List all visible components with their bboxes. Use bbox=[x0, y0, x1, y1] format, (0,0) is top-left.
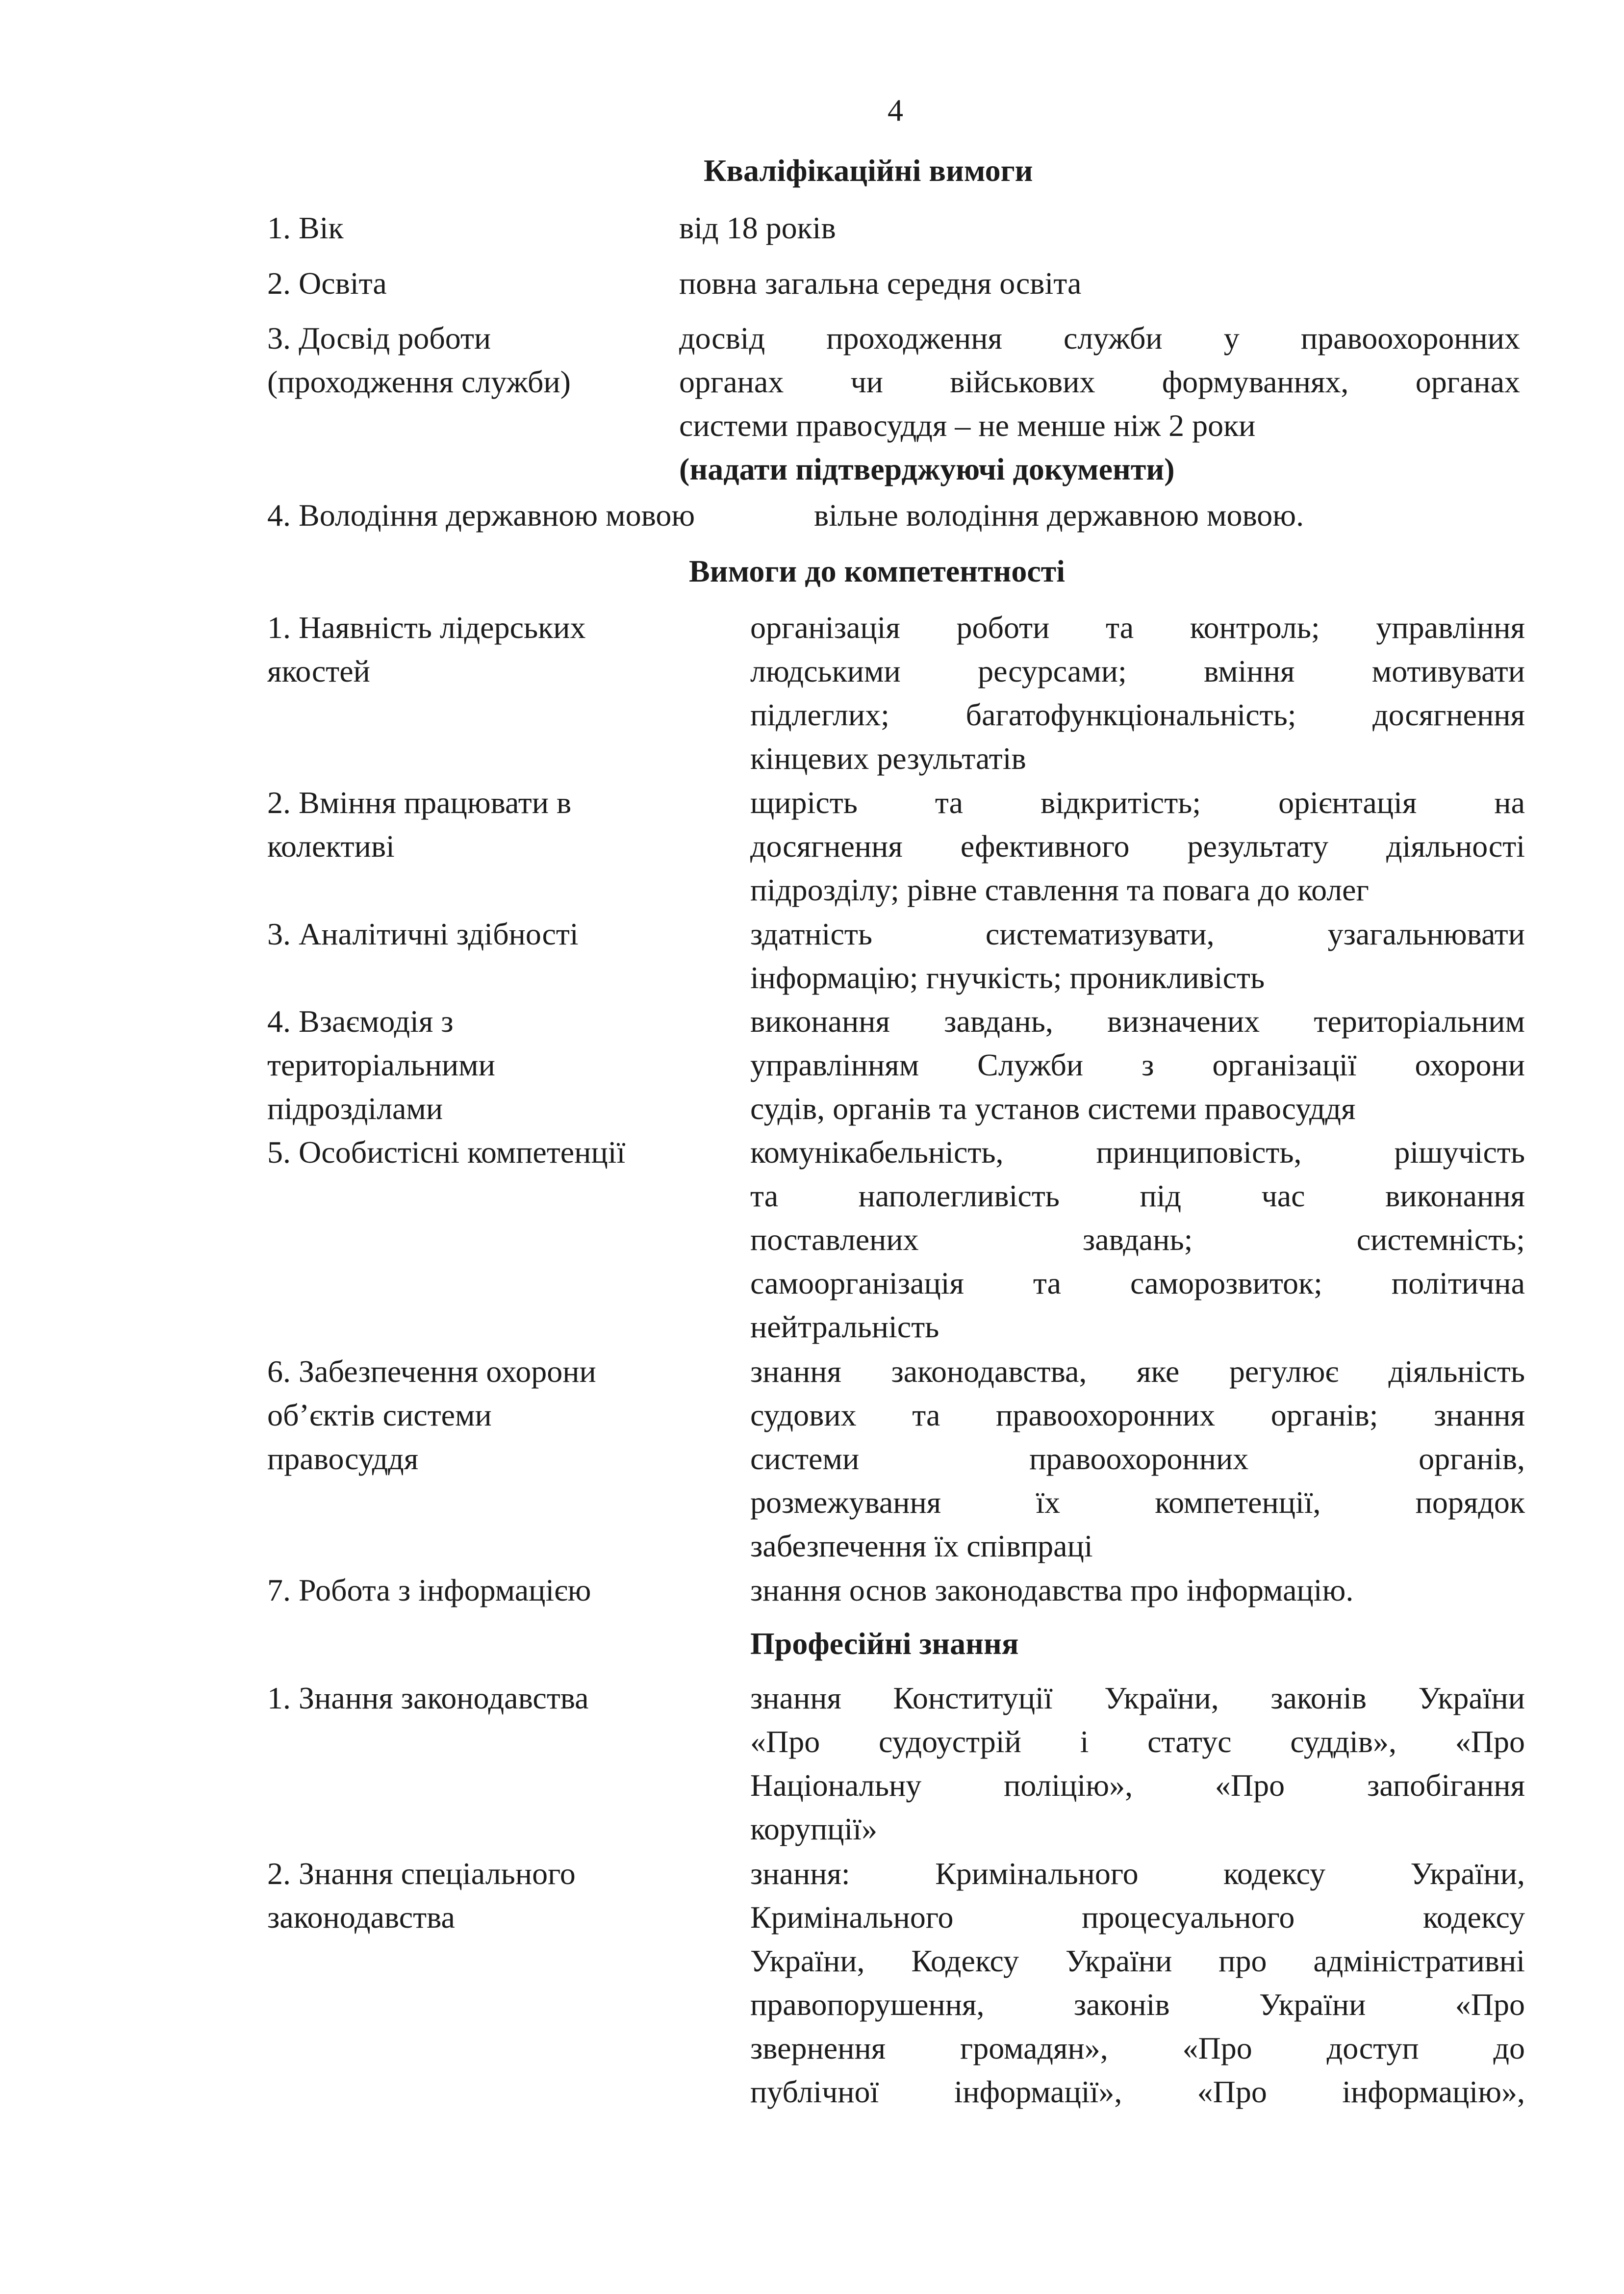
competence-item-6-line: забезпечення їх співпраці bbox=[750, 1529, 1093, 1563]
competence-item-1-line: людськими ресурсами; вміння мотивувати bbox=[750, 654, 1525, 688]
professional-item-1-label-line-1: 1. Знання законодавства bbox=[267, 1681, 589, 1715]
competence-item-1-label-line-2: якостей bbox=[267, 654, 370, 688]
competence-item-1-line: організація роботи та контроль; управління bbox=[750, 610, 1525, 645]
competence-item-5-value bbox=[750, 1130, 1525, 1349]
competence-item-6-label-line-2: об’єктів системи bbox=[267, 1398, 492, 1432]
competence-item-6-line: системи правоохоронних органів, bbox=[750, 1441, 1525, 1476]
competence-item-3-value bbox=[750, 912, 1525, 999]
professional-item-2-label-line-1: 2. Знання спеціального bbox=[267, 1856, 576, 1891]
competence-item-1-line: кінцевих результатів bbox=[750, 741, 1026, 776]
professional-item-2-line: звернення громадян», «Про доступ до bbox=[750, 2031, 1525, 2065]
competence-item-2-line: досягнення ефективного результату діяльності bbox=[750, 829, 1525, 864]
competence-item-5-line: поставлених завдань; системність; bbox=[750, 1222, 1525, 1257]
competence-item-6-line: знання законодавства, яке регулює діяльність bbox=[750, 1354, 1525, 1389]
language-value: вільне володіння державною мовою. bbox=[814, 498, 1304, 533]
competence-item-5-label-line-1: 5. Особистісні компетенції bbox=[267, 1135, 626, 1170]
professional-item-2-line: знання: Кримінального кодексу України, bbox=[750, 1856, 1525, 1891]
competence-item-3-line: інформацію; гнучкість; проникливість bbox=[750, 960, 1265, 995]
competence-item-3-line: здатність систематизувати, узагальнювати bbox=[750, 917, 1525, 951]
competence-item-6-line: судових та правоохоронних органів; знання bbox=[750, 1398, 1525, 1432]
competence-item-6-label-line-3: правосуддя bbox=[267, 1441, 419, 1476]
page-number: 4 bbox=[888, 93, 903, 127]
experience-label bbox=[267, 316, 571, 404]
competence-item-6-label-line-1: 6. Забезпечення охорони bbox=[267, 1354, 596, 1389]
qualification-heading: Кваліфікаційні вимоги bbox=[704, 153, 1033, 188]
competence-item-2-line: щирість та відкритість; орієнтація на bbox=[750, 785, 1525, 820]
competence-item-5-line: комунікабельність, принциповість, рішучість bbox=[750, 1135, 1525, 1170]
experience-note: (надати підтверджуючі документи) bbox=[679, 452, 1175, 486]
competence-item-4-line: управлінням Служби з організації охорони bbox=[750, 1047, 1525, 1082]
competence-item-5-line: самоорганізація та саморозвиток; політична bbox=[750, 1266, 1525, 1300]
professional-item-2-line: України, Кодексу України про адміністративні bbox=[750, 1943, 1525, 1978]
professional-item-1-label bbox=[267, 1676, 589, 1720]
competence-item-2-line: підрозділу; рівне ставлення та повага до колег bbox=[750, 872, 1369, 907]
age-label: 1. Вік bbox=[267, 210, 344, 245]
language-label: 4. Володіння державною мовою bbox=[267, 498, 695, 533]
professional-item-2-label-line-2: законодавства bbox=[267, 1900, 455, 1935]
competence-item-6-label bbox=[267, 1350, 596, 1480]
experience-label-line-1: 3. Досвід роботи bbox=[267, 321, 491, 356]
competence-item-6-line: розмежування їх компетенції, порядок bbox=[750, 1485, 1525, 1520]
competence-item-2-label bbox=[267, 781, 571, 868]
competence-item-1-label bbox=[267, 606, 586, 693]
experience-line-3: системи правосуддя – не менше ніж 2 роки bbox=[679, 408, 1256, 443]
competence-item-7-label bbox=[267, 1568, 591, 1612]
professional-item-1-line: Національну поліцію», «Про запобігання bbox=[750, 1768, 1525, 1803]
professional-item-2-label bbox=[267, 1852, 576, 1939]
professional-item-2-line: Кримінального процесуального кодексу bbox=[750, 1900, 1525, 1935]
education-value: повна загальна середня освіта bbox=[679, 266, 1082, 301]
professional-item-2-line: правопорушення, законів України «Про bbox=[750, 1987, 1525, 2022]
professional-item-1-value bbox=[750, 1676, 1525, 1851]
experience-label-line-2: (проходження служби) bbox=[267, 364, 571, 399]
competence-item-4-line: судів, органів та установ системи правосуддя bbox=[750, 1091, 1356, 1126]
professional-item-1-line: знання Конституції України, законів України bbox=[750, 1681, 1525, 1715]
competence-item-4-label-line-1: 4. Взаємодія з bbox=[267, 1004, 454, 1039]
professional-item-1-line: корупції» bbox=[750, 1811, 878, 1846]
competence-item-5-label bbox=[267, 1130, 625, 1174]
competence-item-5-line: нейтральність bbox=[750, 1309, 939, 1344]
professional-item-2-value bbox=[750, 1852, 1525, 2114]
age-value: від 18 років bbox=[679, 210, 836, 245]
education-label: 2. Освіта bbox=[267, 266, 387, 301]
competence-item-3-label-line-1: 3. Аналітичні здібності bbox=[267, 917, 579, 951]
competence-item-4-line: виконання завдань, визначених територіальним bbox=[750, 1004, 1525, 1039]
competence-item-4-value bbox=[750, 999, 1525, 1130]
competence-item-2-label-line-2: колективі bbox=[267, 829, 395, 864]
professional-item-1-line: «Про судоустрій і статус суддів», «Про bbox=[750, 1724, 1525, 1759]
competence-item-4-label-line-2: територіальними bbox=[267, 1047, 495, 1082]
experience-value bbox=[679, 316, 1520, 491]
competence-heading: Вимоги до компетентності bbox=[689, 554, 1065, 588]
competence-item-4-label bbox=[267, 999, 495, 1130]
competence-item-4-label-line-3: підрозділами bbox=[267, 1091, 443, 1126]
experience-line-1: досвід проходження служби у правоохоронних bbox=[679, 321, 1520, 356]
competence-item-1-line: підлеглих; багатофункціональність; досягнення bbox=[750, 697, 1525, 732]
competence-item-7-label-line-1: 7. Робота з інформацією bbox=[267, 1573, 591, 1607]
competence-item-1-value bbox=[750, 606, 1525, 780]
competence-item-5-line: та наполегливість під час виконання bbox=[750, 1178, 1525, 1213]
professional-heading: Професійні знання bbox=[750, 1626, 1019, 1661]
professional-item-2-line: публічної інформації», «Про інформацію», bbox=[750, 2074, 1525, 2109]
competence-item-7-line: знання основ законодавства про інформацію. bbox=[750, 1573, 1354, 1607]
competence-item-7-value bbox=[750, 1568, 1353, 1612]
competence-item-3-label bbox=[267, 912, 579, 956]
competence-item-1-label-line-1: 1. Наявність лідерських bbox=[267, 610, 586, 645]
competence-item-2-value bbox=[750, 781, 1525, 912]
competence-item-6-value bbox=[750, 1350, 1525, 1568]
experience-line-2: органах чи військових формуваннях, органах bbox=[679, 364, 1520, 399]
competence-item-2-label-line-1: 2. Вміння працювати в bbox=[267, 785, 572, 820]
